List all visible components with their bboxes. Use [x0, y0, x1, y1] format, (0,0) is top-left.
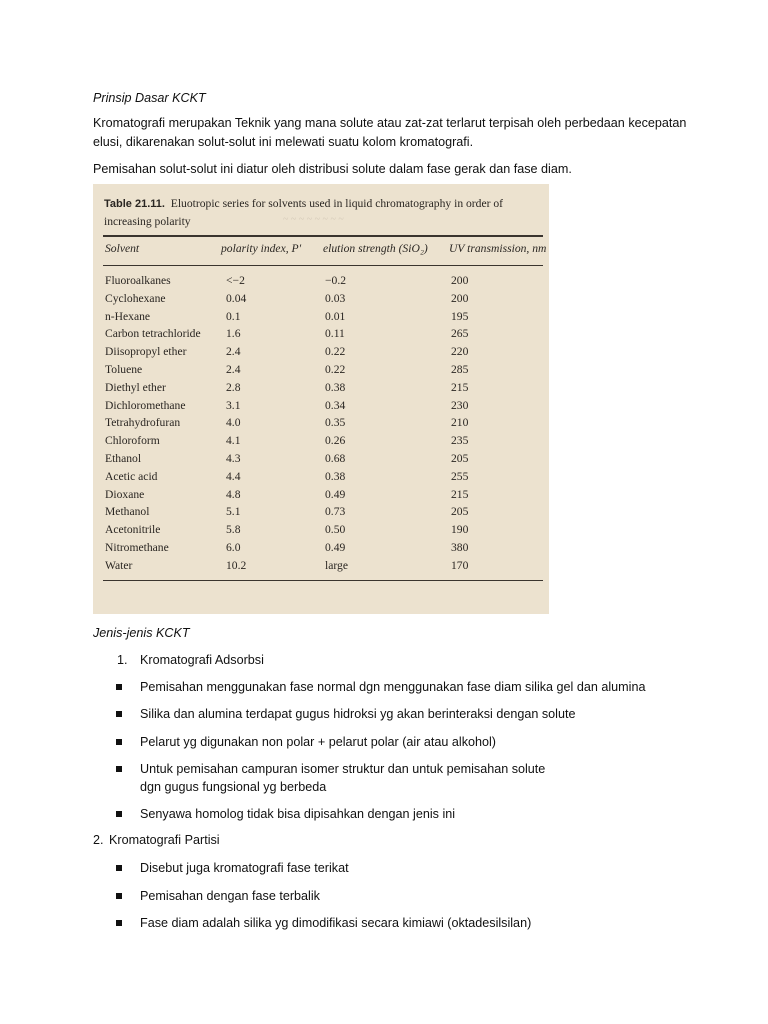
- cell-solvent: Tetrahydrofuran: [105, 416, 181, 430]
- cell-elution-strength: large: [325, 558, 348, 572]
- cell-polarity-index: 2.4: [226, 363, 241, 376]
- cell-uv-transmission: 205: [451, 452, 469, 465]
- table-row: [93, 505, 549, 523]
- header-polarity-index: polarity index, P′: [221, 242, 302, 255]
- table-caption-label: Table 21.11.: [104, 198, 165, 210]
- cell-elution-strength: 0.68: [325, 452, 346, 465]
- table-row: [93, 399, 549, 417]
- table-caption-text: Eluotropic series for solvents used in liquid chromatography in order of increasing polarity: [104, 197, 504, 228]
- cell-uv-transmission: 220: [451, 345, 469, 359]
- list2-title: Kromatografi Partisi: [109, 833, 220, 847]
- cell-elution-strength: 0.34: [325, 398, 346, 412]
- table-caption: [104, 195, 544, 230]
- list2-bullet-text: Disebut juga kromatografi fase terikat: [140, 861, 349, 875]
- cell-polarity-index: 5.8: [226, 523, 241, 537]
- cell-polarity-index: 1.6: [226, 327, 241, 341]
- cell-solvent: Diisopropyl ether: [105, 345, 187, 359]
- table-row: [93, 434, 549, 452]
- cell-polarity-index: 0.1: [226, 309, 241, 323]
- table-row: [93, 381, 549, 399]
- cell-polarity-index: 3.1: [226, 398, 241, 412]
- list1-bullet-text: Senyawa homolog tidak bisa dipisahkan dengan jenis ini: [140, 807, 456, 821]
- cell-polarity-index: 6.0: [226, 541, 241, 554]
- bullet-icon: [116, 684, 122, 690]
- table-row: [93, 363, 549, 381]
- heading-prinsip-dasar: Prinsip Dasar KCKT: [93, 91, 206, 105]
- cell-uv-transmission: 200: [451, 291, 469, 305]
- header-uv-transmission: UV transmission, nm: [449, 242, 547, 255]
- cell-elution-strength: 0.38: [325, 469, 346, 483]
- cell-polarity-index: 0.04: [226, 291, 247, 305]
- bullet-icon: [116, 920, 122, 926]
- cell-elution-strength: 0.03: [325, 291, 346, 305]
- cell-solvent: Ethanol: [105, 452, 142, 465]
- cell-uv-transmission: 380: [451, 541, 469, 554]
- table-row: [93, 274, 549, 292]
- table-row: [93, 416, 549, 434]
- heading-jenis-kckt: Jenis-jenis KCKT: [93, 626, 190, 640]
- cell-solvent: Acetonitrile: [105, 523, 161, 537]
- cell-uv-transmission: 235: [451, 434, 469, 448]
- cell-elution-strength: 0.49: [325, 487, 346, 501]
- cell-polarity-index: 4.3: [226, 452, 241, 465]
- cell-uv-transmission: 205: [451, 505, 469, 519]
- paragraph-definition: Kromatografi merupakan Teknik yang mana solute atau zat-zat terlarut terpisah oleh perbedaan kecepatan elusi, dikarenakan solut-solut ini melewati suatu kolom kromatografi.: [93, 116, 687, 149]
- cell-elution-strength: 0.38: [325, 380, 346, 394]
- cell-uv-transmission: 215: [451, 380, 469, 394]
- table-header-rule: [103, 265, 543, 266]
- table-row: [93, 327, 549, 345]
- table-row: [93, 345, 549, 363]
- table-row: [93, 292, 549, 310]
- cell-elution-strength: 0.01: [325, 309, 346, 323]
- paragraph-distribution: Pemisahan solut-solut ini diatur oleh distribusi solute dalam fase gerak dan fase diam.: [93, 162, 572, 176]
- header-solvent: Solvent: [105, 242, 140, 255]
- cell-uv-transmission: 170: [451, 558, 469, 572]
- cell-solvent: Carbon tetrachloride: [105, 327, 201, 341]
- cell-polarity-index: 4.0: [226, 416, 241, 430]
- cell-solvent: Chloroform: [105, 434, 160, 448]
- cell-uv-transmission: 265: [451, 327, 469, 341]
- cell-elution-strength: 0.22: [325, 345, 346, 359]
- cell-elution-strength: 0.50: [325, 523, 346, 537]
- table-row: [93, 488, 549, 506]
- cell-uv-transmission: 195: [451, 309, 469, 323]
- bullet-icon: [116, 739, 122, 745]
- cell-polarity-index: 2.8: [226, 380, 241, 394]
- cell-polarity-index: 4.8: [226, 487, 241, 501]
- cell-uv-transmission: 230: [451, 398, 469, 412]
- cell-elution-strength: 0.73: [325, 505, 346, 519]
- cell-uv-transmission: 200: [451, 274, 469, 287]
- list1-number: 1.: [117, 653, 128, 667]
- cell-polarity-index: 2.4: [226, 345, 241, 359]
- table-row: [93, 452, 549, 470]
- cell-solvent: Toluene: [105, 363, 143, 376]
- cell-elution-strength: 0.35: [325, 416, 346, 430]
- cell-polarity-index: 4.1: [226, 434, 241, 448]
- table-row: [93, 470, 549, 488]
- list1-title: Kromatografi Adsorbsi: [140, 653, 264, 667]
- list1-bullet-text: Silika dan alumina terdapat gugus hidroksi yg akan berinteraksi dengan solute: [140, 707, 576, 721]
- table-row: [93, 559, 549, 577]
- list2-bullet-text: Pemisahan dengan fase terbalik: [140, 889, 320, 903]
- list1-bullet-text: Pemisahan menggunakan fase normal dgn menggunakan fase diam silika gel dan alumina: [140, 680, 646, 694]
- cell-elution-strength: 0.22: [325, 363, 346, 376]
- table-row: [93, 523, 549, 541]
- table-top-rule: [103, 235, 543, 237]
- cell-solvent: n-Hexane: [105, 309, 151, 323]
- cell-uv-transmission: 255: [451, 469, 469, 483]
- bullet-icon: [116, 893, 122, 899]
- list2-number: 2.: [93, 833, 104, 847]
- header-elution-strength: elution strength (SiO₂): [323, 242, 428, 255]
- table-bottom-rule: [103, 580, 543, 581]
- cell-elution-strength: 0.49: [325, 541, 346, 554]
- table-row: [93, 310, 549, 328]
- bleed-through-texture: ~ ~ ~ ~ ~ ~ ~ ~: [283, 214, 344, 225]
- cell-polarity-index: 10.2: [226, 558, 247, 572]
- cell-uv-transmission: 215: [451, 487, 469, 501]
- eluotropic-series-table: [93, 184, 549, 614]
- bullet-icon: [116, 865, 122, 871]
- bullet-icon: [116, 811, 122, 817]
- cell-solvent: Acetic acid: [105, 469, 158, 483]
- cell-uv-transmission: 190: [451, 523, 469, 537]
- cell-solvent: Methanol: [105, 505, 150, 519]
- cell-polarity-index: 4.4: [226, 469, 241, 483]
- cell-solvent: Water: [105, 558, 133, 572]
- list1-bullet-text: Untuk pemisahan campuran isomer struktur dan untuk pemisahan solute dgn gugus fungsional yg berbeda: [140, 762, 546, 794]
- cell-solvent: Nitromethane: [105, 541, 169, 554]
- cell-solvent: Diethyl ether: [105, 380, 166, 394]
- cell-uv-transmission: 285: [451, 363, 469, 376]
- cell-uv-transmission: 210: [451, 416, 469, 430]
- cell-elution-strength: 0.26: [325, 434, 346, 448]
- cell-solvent: Fluoroalkanes: [105, 274, 171, 287]
- list1-bullet-text: Pelarut yg digunakan non polar + pelarut polar (air atau alkohol): [140, 735, 497, 749]
- bullet-icon: [116, 766, 122, 772]
- cell-solvent: Dichloromethane: [105, 398, 186, 412]
- cell-solvent: Dioxane: [105, 487, 145, 501]
- cell-solvent: Cyclohexane: [105, 291, 166, 305]
- cell-polarity-index: 5.1: [226, 505, 241, 519]
- bullet-icon: [116, 711, 122, 717]
- list2-bullet-text: Fase diam adalah silika yg dimodifikasi secara kimiawi (oktadesilsilan): [140, 916, 532, 930]
- cell-elution-strength: 0.11: [325, 327, 345, 341]
- cell-polarity-index: <−2: [226, 274, 245, 287]
- cell-elution-strength: −0.2: [325, 274, 347, 287]
- table-row: [93, 541, 549, 559]
